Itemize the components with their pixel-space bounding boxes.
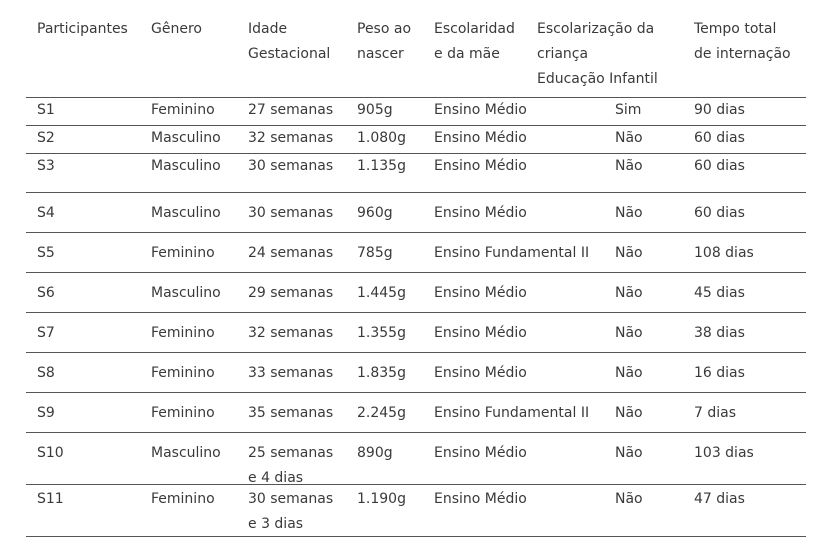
cell-tempo-internacao: 90 dias xyxy=(694,102,745,118)
header-peso xyxy=(357,17,411,67)
table-row xyxy=(26,126,806,154)
cell-peso: 785g xyxy=(357,245,393,261)
cell-participante: S5 xyxy=(37,245,55,261)
cell-participante: S7 xyxy=(37,325,55,341)
table-row xyxy=(26,393,806,433)
cell-escolaridade-mae: Ensino Médio xyxy=(434,445,527,461)
cell-peso: 905g xyxy=(357,102,393,118)
header-peso-line2: nascer xyxy=(357,46,404,62)
header-participantes: Participantes xyxy=(37,21,128,37)
cell-idade: 30 semanas xyxy=(248,205,334,221)
cell-escolaridade-mae: Ensino Médio xyxy=(434,365,527,381)
cell-genero: Masculino xyxy=(151,158,221,174)
cell-idade: 32 semanas xyxy=(248,130,334,146)
cell-tempo-internacao: 45 dias xyxy=(694,285,745,301)
cell-genero: Masculino xyxy=(151,285,221,301)
cell-tempo-internacao: 38 dias xyxy=(694,325,745,341)
cell-tempo-internacao: 60 dias xyxy=(694,130,745,146)
cell-educacao-infantil: Não xyxy=(615,405,643,421)
cell-participante: S1 xyxy=(37,102,55,118)
cell-genero: Masculino xyxy=(151,130,221,146)
header-escol-crianca-line2: criança xyxy=(537,46,589,62)
cell-genero: Feminino xyxy=(151,102,215,118)
cell-genero: Masculino xyxy=(151,445,221,461)
cell-idade: 30 semanas xyxy=(248,158,334,174)
cell-idade-line1: 30 semanas xyxy=(248,491,334,507)
cell-genero: Feminino xyxy=(151,365,215,381)
header-idade-line1: Idade xyxy=(248,21,288,37)
cell-tempo-internacao: 60 dias xyxy=(694,158,745,174)
header-escol-crianca-line1: Escolarização da xyxy=(537,21,655,37)
cell-idade: 29 semanas xyxy=(248,285,334,301)
cell-participante: S6 xyxy=(37,285,55,301)
cell-educacao-infantil: Não xyxy=(615,130,643,146)
table-row xyxy=(26,193,806,233)
table-row xyxy=(26,353,806,393)
header-idade-line2: Gestacional xyxy=(248,46,331,62)
cell-peso: 1.445g xyxy=(357,285,406,301)
cell-tempo-internacao: 16 dias xyxy=(694,365,745,381)
cell-escolaridade-mae: Ensino Fundamental II xyxy=(434,405,590,421)
header-escolarizacao-crianca xyxy=(537,17,658,92)
table-row xyxy=(26,433,806,485)
cell-peso: 1.080g xyxy=(357,130,406,146)
header-escol-mae-line2: e da mãe xyxy=(434,46,500,62)
header-tempo-line2: de internação xyxy=(694,46,791,62)
cell-idade xyxy=(248,487,333,537)
cell-participante: S4 xyxy=(37,205,55,221)
table-row xyxy=(26,485,806,537)
table-row xyxy=(26,154,806,193)
cell-educacao-infantil: Não xyxy=(615,245,643,261)
cell-tempo-internacao: 60 dias xyxy=(694,205,745,221)
table-row xyxy=(26,98,806,126)
cell-idade xyxy=(248,441,333,491)
cell-participante: S9 xyxy=(37,405,55,421)
cell-genero: Feminino xyxy=(151,491,215,507)
header-tempo-internacao xyxy=(694,17,791,67)
cell-escolaridade-mae: Ensino Médio xyxy=(434,285,527,301)
cell-educacao-infantil: Não xyxy=(615,445,643,461)
cell-tempo-internacao: 108 dias xyxy=(694,245,754,261)
cell-idade: 35 semanas xyxy=(248,405,334,421)
cell-tempo-internacao: 7 dias xyxy=(694,405,737,421)
header-escol-crianca-line3: Educação Infantil xyxy=(537,71,658,87)
cell-genero: Feminino xyxy=(151,405,215,421)
participants-table xyxy=(26,0,806,537)
cell-escolaridade-mae: Ensino Médio xyxy=(434,130,527,146)
cell-genero: Masculino xyxy=(151,205,221,221)
header-escolaridade-mae xyxy=(434,17,515,67)
header-tempo-line1: Tempo total xyxy=(694,21,777,37)
cell-idade-line1: 25 semanas xyxy=(248,445,334,461)
table-header xyxy=(26,0,806,98)
cell-educacao-infantil: Não xyxy=(615,365,643,381)
cell-tempo-internacao: 103 dias xyxy=(694,445,754,461)
cell-participante: S11 xyxy=(37,491,64,507)
cell-participante: S2 xyxy=(37,130,55,146)
cell-educacao-infantil: Não xyxy=(615,325,643,341)
cell-escolaridade-mae: Ensino Médio xyxy=(434,158,527,174)
cell-peso: 2.245g xyxy=(357,405,406,421)
cell-educacao-infantil: Não xyxy=(615,491,643,507)
header-genero: Gênero xyxy=(151,21,202,37)
cell-participante: S10 xyxy=(37,445,64,461)
table-row xyxy=(26,273,806,313)
cell-peso: 1.190g xyxy=(357,491,406,507)
cell-peso: 1.135g xyxy=(357,158,406,174)
cell-participante: S3 xyxy=(37,158,55,174)
table-body xyxy=(26,98,806,537)
cell-genero: Feminino xyxy=(151,325,215,341)
cell-tempo-internacao: 47 dias xyxy=(694,491,745,507)
cell-idade: 24 semanas xyxy=(248,245,334,261)
header-idade xyxy=(248,17,330,67)
header-peso-line1: Peso ao xyxy=(357,21,412,37)
cell-idade: 32 semanas xyxy=(248,325,334,341)
cell-peso: 960g xyxy=(357,205,393,221)
cell-educacao-infantil: Não xyxy=(615,285,643,301)
cell-idade: 27 semanas xyxy=(248,102,334,118)
cell-peso: 1.835g xyxy=(357,365,406,381)
cell-educacao-infantil: Não xyxy=(615,158,643,174)
cell-escolaridade-mae: Ensino Médio xyxy=(434,205,527,221)
cell-educacao-infantil: Sim xyxy=(615,102,642,118)
cell-idade-line2: e 4 dias xyxy=(248,470,304,486)
cell-educacao-infantil: Não xyxy=(615,205,643,221)
cell-peso: 1.355g xyxy=(357,325,406,341)
cell-participante: S8 xyxy=(37,365,55,381)
table-row xyxy=(26,233,806,273)
cell-idade-line2: e 3 dias xyxy=(248,516,304,532)
cell-peso: 890g xyxy=(357,445,393,461)
cell-escolaridade-mae: Ensino Médio xyxy=(434,102,527,118)
cell-genero: Feminino xyxy=(151,245,215,261)
cell-escolaridade-mae: Ensino Médio xyxy=(434,325,527,341)
cell-idade: 33 semanas xyxy=(248,365,334,381)
cell-escolaridade-mae: Ensino Médio xyxy=(434,491,527,507)
table-row xyxy=(26,313,806,353)
header-escol-mae-line1: Escolaridad xyxy=(434,21,515,37)
cell-escolaridade-mae: Ensino Fundamental II xyxy=(434,245,590,261)
